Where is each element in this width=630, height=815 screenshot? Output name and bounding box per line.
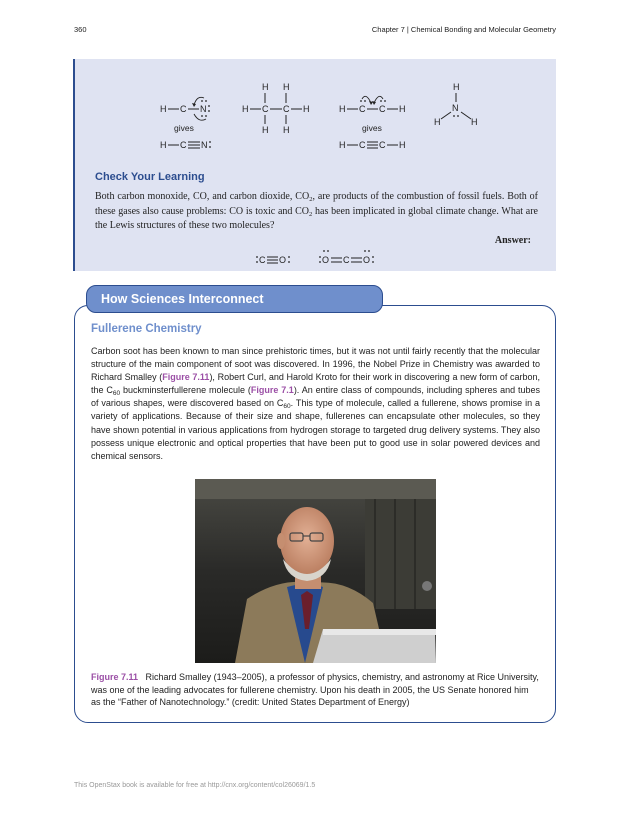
svg-text:C: C [359, 140, 366, 150]
footer-text: This OpenStax book is available for free at http://cnx.org/content/col26069/1.5 [74, 782, 316, 789]
svg-text:C: C [343, 255, 350, 265]
svg-text:H: H [283, 82, 290, 92]
svg-text:H: H [434, 117, 441, 127]
richard-smalley-photo [195, 479, 436, 663]
svg-text:H: H [242, 104, 249, 114]
svg-text:H: H [399, 140, 406, 150]
svg-text:C: C [379, 140, 386, 150]
figure-7-1-link[interactable]: Figure 7.1 [250, 385, 294, 396]
carbon-dioxide-structure [319, 250, 374, 265]
svg-text:H: H [339, 140, 346, 150]
caption-text: Richard Smalley (1943–2005), a professor of physics, chemistry, and astronomy at Rice University, was one of the leading advocates for fullerene chemistry. Upon his death in 2005, the US Senate honored him as the “Father of Nanotechnology.” (credit: United States Department of Energy) [91, 672, 539, 707]
svg-text:C: C [180, 104, 187, 114]
svg-text:H: H [160, 140, 167, 150]
svg-text:H: H [262, 125, 269, 135]
carbon-monoxide-structure [256, 255, 290, 265]
page-number: 360 [74, 25, 87, 34]
svg-text:N: N [200, 104, 207, 114]
example-box [73, 59, 556, 271]
caption-label: Figure 7.11 [91, 672, 139, 682]
svg-text:C: C [379, 104, 386, 114]
svg-text:H: H [471, 117, 478, 127]
svg-text:H: H [160, 104, 167, 114]
feature-tab-label: How Sciences Interconnect [86, 285, 383, 313]
svg-text:C: C [283, 104, 290, 114]
svg-text:H: H [399, 104, 406, 114]
structure-hcn-product [160, 140, 211, 150]
feature-box [74, 305, 556, 723]
check-your-learning-text: Both carbon monoxide, CO, and carbon dioxide, $CO_2$, are products of the combustion of fossil fuels. Both of these gases also cause problems: CO is toxic and $CO_2$ has been implicated in global climate change. What are the Lewis structures of these two molecules? [95, 191, 538, 231]
answer-label: Answer: [494, 235, 531, 246]
svg-text:N: N [452, 103, 459, 113]
svg-text:C: C [180, 140, 187, 150]
gives-label-1: gives [174, 123, 194, 133]
svg-text:H: H [303, 104, 310, 114]
structure-hcn-reactant [160, 97, 210, 120]
svg-text:H: H [453, 82, 460, 92]
svg-text:C: C [262, 104, 269, 114]
svg-text:H: H [262, 82, 269, 92]
svg-text:O: O [363, 255, 371, 265]
check-your-learning-title: Check Your Learning [95, 171, 205, 183]
feature-title: Fullerene Chemistry [91, 323, 202, 335]
answer-structures [245, 247, 385, 269]
figure-caption [91, 671, 540, 709]
svg-text:C: C [259, 255, 266, 265]
structure-ethane [242, 82, 310, 135]
structure-hcch-reactant [339, 96, 406, 114]
structure-ammonia [434, 82, 478, 127]
structure-hcch-product [339, 140, 406, 150]
svg-text:H: H [339, 104, 346, 114]
feature-paragraph: Carbon soot has been known to man since prehistoric times, but it was not until fairly recently that the molecular structure of the main component of soot was discovered. In 1996, the Nobel Prize in Chemistry was awarded to Richard Smalley (Figure 7.11), Robert Curl, and Harold Kroto for their work in discovering a new form of carbon, the $C_{60}$ buckminsterfullerene molecule (Figure 7.1). An entire class of compounds, including spheres and tubes of various shapes, were discovered based on $C_{60}$. This type of molecule, called a fullerene, shows promise in a variety of applications. Because of their size and shape, fullerenes can encapsulate other molecules, so they have shown potential in various applications from hydrogen storage to targeted drug delivery systems. They also possess unique electronic and optical properties that have been put to good use in solar powered devices and chemical sensors. [91, 346, 541, 461]
figure-7-11-link[interactable]: Figure 7.11 [162, 372, 210, 383]
svg-text:H: H [283, 125, 290, 135]
chapter-header: Chapter 7 | Chemical Bonding and Molecular Geometry [371, 25, 556, 34]
svg-text:C: C [359, 104, 366, 114]
svg-text:N: N [201, 140, 208, 150]
svg-text:O: O [322, 255, 330, 265]
gives-label-2: gives [362, 123, 382, 133]
svg-text:O: O [279, 255, 287, 265]
